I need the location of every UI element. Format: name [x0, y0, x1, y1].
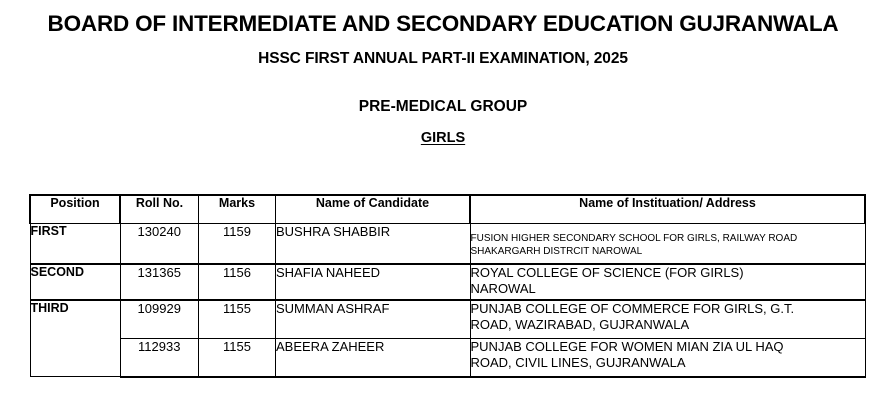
institution-line-1: FUSION HIGHER SECONDARY SCHOOL FOR GIRLS, RAILWAY ROAD: [470, 233, 798, 244]
table-row: [30, 224, 865, 264]
cell-institution: [470, 300, 865, 339]
institution-line-2: ROAD, WAZIRABAD, GUJRANWALA: [470, 316, 690, 332]
cell-institution: [470, 224, 865, 264]
table-row: [30, 264, 865, 300]
column-header-position: Position: [30, 195, 120, 224]
institution-line-2: NAROWAL: [470, 280, 536, 296]
cell-position-second: SECOND: [30, 264, 120, 300]
column-header-marks: Marks: [199, 195, 276, 224]
gender-heading: [0, 130, 886, 146]
institution-line-2: SHAKARGARH DISTRCIT NAROWAL: [470, 246, 643, 257]
cell-position-third: THIRD: [30, 300, 120, 377]
results-table-container: [29, 194, 856, 378]
cell-candidate-name: ABEERA ZAHEER: [276, 339, 471, 377]
cell-marks: 1155: [199, 339, 276, 377]
institution-line-1: PUNJAB COLLEGE FOR WOMEN MIAN ZIA UL HAQ: [470, 339, 784, 354]
cell-roll-no: 131365: [120, 264, 199, 300]
results-table-body: [30, 224, 865, 377]
cell-candidate-name: BUSHRA SHABBIR: [276, 224, 471, 264]
column-header-institution-address: Name of Instituation/ Address: [470, 195, 865, 224]
institution-line-1: PUNJAB COLLEGE OF COMMERCE FOR GIRLS, G.T.: [470, 300, 795, 316]
cell-institution: [470, 264, 865, 300]
results-table-head: [30, 195, 865, 224]
cell-marks: 1155: [199, 300, 276, 339]
board-title: BOARD OF INTERMEDIATE AND SECONDARY EDUCATION GUJRANWALA: [47, 11, 839, 36]
examination-subtitle: HSSC FIRST ANNUAL PART-II EXAMINATION, 2025: [258, 50, 628, 67]
column-header-candidate-name: Name of Candidate: [276, 195, 471, 224]
cell-roll-no: 109929: [120, 300, 199, 339]
group-heading: PRE-MEDICAL GROUP: [358, 98, 528, 115]
table-header-row: [30, 195, 865, 224]
gender-heading-text: GIRLS: [420, 130, 466, 146]
cell-marks: 1159: [199, 224, 276, 264]
institution-line-2: ROAD, CIVIL LINES, GUJRANWALA: [470, 355, 686, 371]
results-table: [29, 194, 866, 378]
table-row: [30, 300, 865, 339]
cell-institution: [470, 339, 865, 377]
institution-line-1: ROYAL COLLEGE OF SCIENCE (FOR GIRLS): [470, 264, 744, 280]
cell-position-first: FIRST: [30, 224, 120, 264]
cell-roll-no: 112933: [120, 339, 199, 377]
cell-candidate-name: SUMMAN ASHRAF: [276, 300, 471, 339]
cell-roll-no: 130240: [120, 224, 199, 264]
table-row: [30, 339, 865, 377]
cell-marks: 1156: [199, 264, 276, 300]
column-header-roll-no: Roll No.: [120, 195, 199, 224]
cell-candidate-name: SHAFIA NAHEED: [276, 264, 471, 300]
